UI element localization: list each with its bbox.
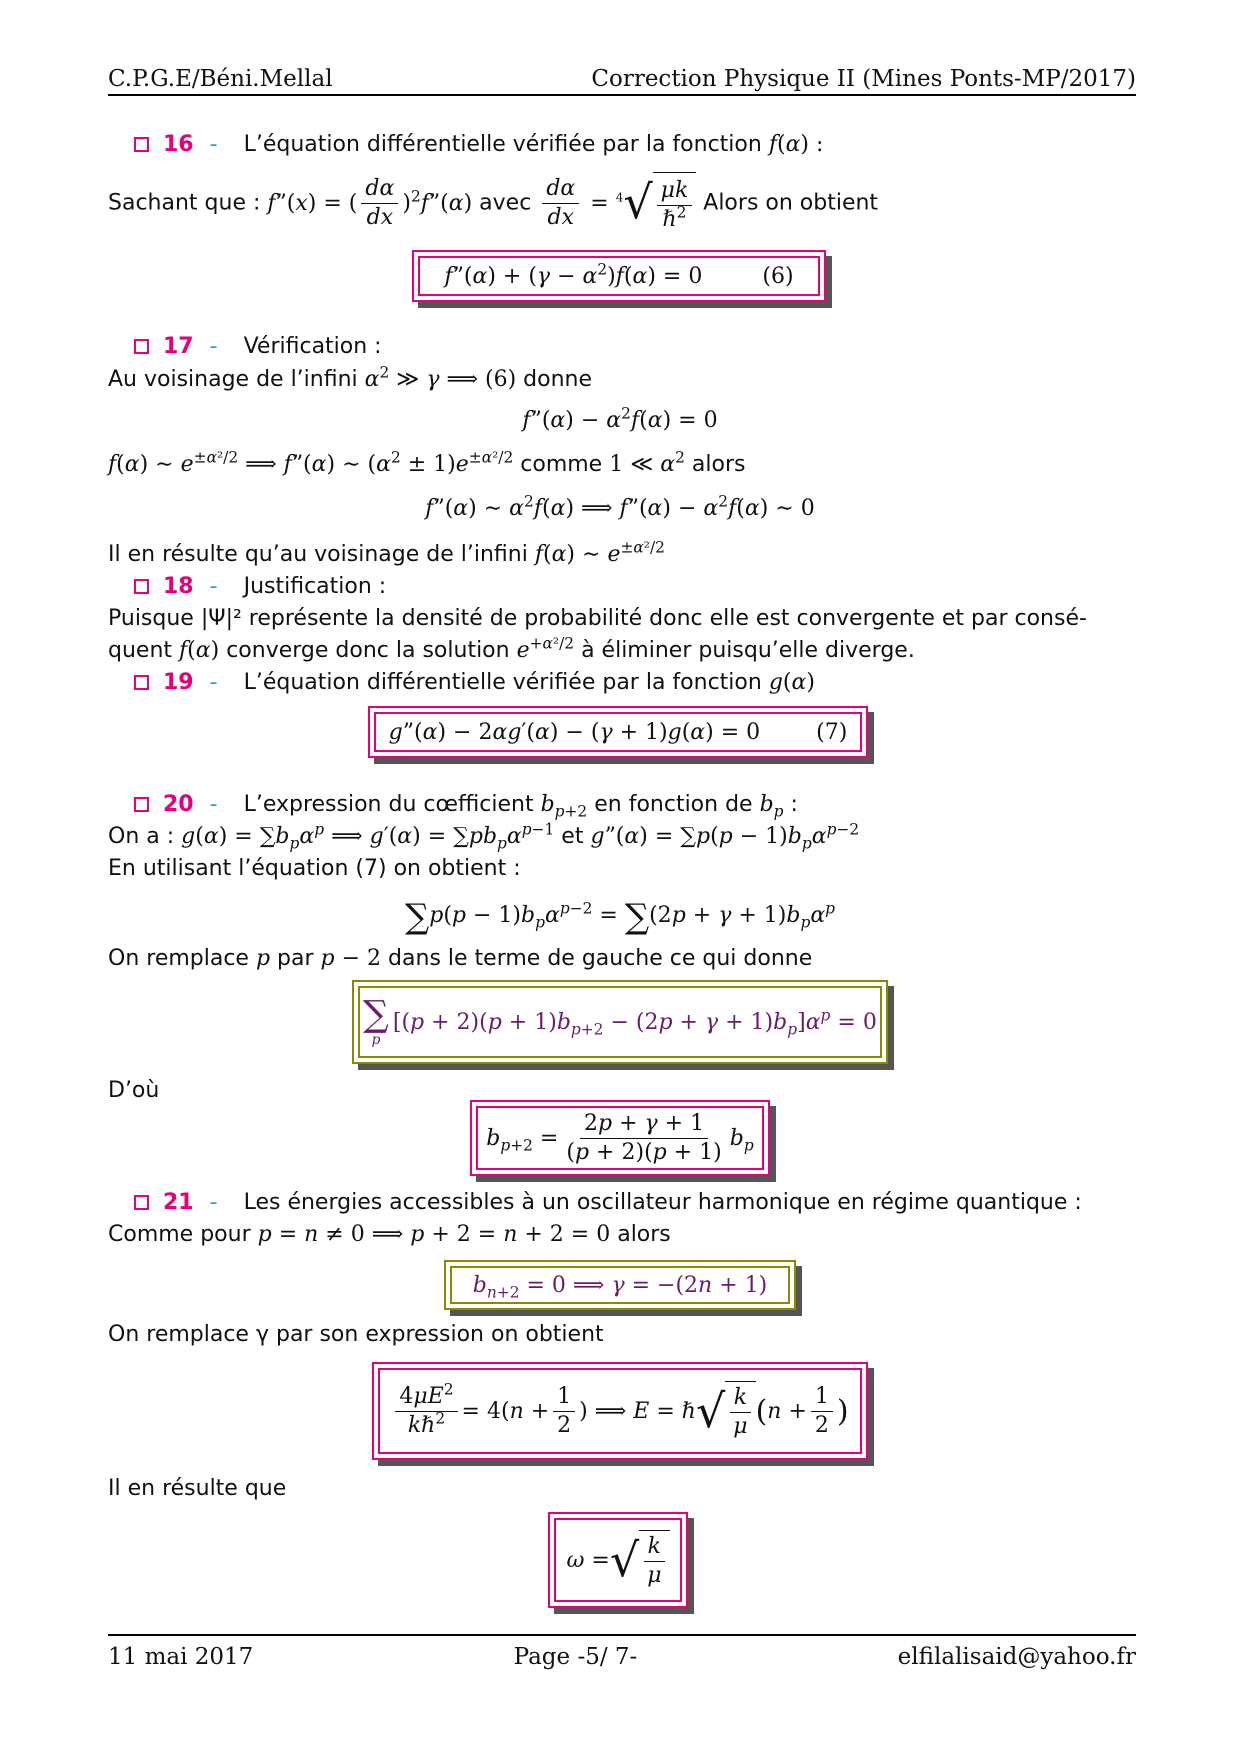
- equation-gamma-box: $b_{n+2} = 0$ ⟹ γ = −(2n + 1): [444, 1260, 796, 1310]
- q18-line2: quent f(α) converge donc la solution $e^{+\alpha^2/2}$ à éliminer puisqu’elle diverge.: [108, 634, 915, 663]
- q17-line3: f(α) ∼ $e^{\pm\alpha^2/2}$ ⟹ f”(α) ∼ $(\alpha^2 \pm 1)e^{\pm\alpha^2/2}$ comme 1 ≪ $\alpha^2$ alors: [108, 448, 746, 477]
- equation-omega-box: ω = √ $\frac{k}{\mu}$: [548, 1512, 688, 1608]
- equation-energy-box: $\frac{4\mu E^2}{k\hbar^2}$ = 4(n + $\frac{1}{2}$ ) ⟹ E = ℏ √ $\frac{k}{\mu}$ ( n + $\frac{1}{2}$ ): [372, 1362, 868, 1460]
- q21-line2: On remplace γ par son expression on obtient: [108, 1322, 604, 1347]
- q17-line5: Il en résulte qu’au voisinage de l’infini f(α) ∼ $e^{\pm\alpha^2/2}$: [108, 538, 665, 567]
- q20-eq-sum: $\sum p(p - 1)b_p\alpha^{p-2} = \sum(2p + \gamma + 1)b_p\alpha^p$: [404, 897, 836, 937]
- q18-line1: Puisque |Ψ|² représente la densité de probabilité donc elle est convergente et par consé-: [108, 606, 1087, 631]
- equation-7-box: g”(α) − 2αg′(α) − (γ + 1)g(α) = 0 (7): [368, 706, 868, 758]
- question-20-heading: 20 - L’expression du cœfficient $b_{p+2}$ en fonction de $b_p$ :: [134, 790, 798, 820]
- footer-page-number: Page -5/ 7-: [513, 1644, 638, 1670]
- question-19-heading: 19 - L’équation différentielle vérifiée par la fonction g(α): [134, 668, 815, 698]
- page-header: [108, 56, 1136, 96]
- checkbox-square-icon: [134, 797, 149, 812]
- question-18-heading: 18 - Justification :: [134, 572, 386, 602]
- q21-line3: Il en résulte que: [108, 1476, 287, 1501]
- q20-line4: On remplace p par p − 2 dans le terme de gauche ce qui donne: [108, 946, 813, 971]
- q16-line: Sachant que : f”(x) = ( $\frac{d\alpha}{dx}$ )$^2$f”(α) avec $\frac{d\alpha}{dx}$ = $^4$ √ $\frac{\mu k}{\hbar^2}$ Alors on obtient: [108, 172, 878, 235]
- q20-line2: En utilisant l’équation (7) on obtient :: [108, 856, 521, 881]
- q20-line1: On a : $g(\alpha) = \sum b_p\alpha^p$ ⟹ $g'(\alpha) = \sum pb_p\alpha^{p-1}$ et g”(α) = $\sum p(p - 1)b_p\alpha^{p-2}$: [108, 820, 860, 853]
- checkbox-square-icon: [134, 137, 149, 152]
- q17-line1: Au voisinage de l’infini $\alpha^2$ ≫ γ ⟹ (6) donne: [108, 363, 593, 392]
- footer-date: 11 mai 2017: [108, 1644, 254, 1670]
- question-17-heading: 17 - Vérification :: [134, 332, 382, 362]
- equation-bp-box: $b_{p+2}$ = $\frac{2p + \gamma + 1}{(p + 2)(p + 1)}$ $b_p$: [470, 1100, 770, 1176]
- page-footer: [108, 1634, 1136, 1684]
- equation-recurrence-sum-box: ∑ p $[(p + 2)(p + 1)b_{p+2} - (2p + \gamma + 1)b_p]\alpha^p = 0$: [352, 980, 888, 1064]
- q17-eq-a: f”(α) − $\alpha^2f(\alpha) = 0$: [522, 404, 718, 433]
- checkbox-square-icon: [134, 675, 149, 690]
- footer-email: elfilalisaid@yahoo.fr: [897, 1644, 1136, 1670]
- equation-6-box: f”(α) + $(\gamma - \alpha^2)f(\alpha) = 0$ (6): [412, 250, 826, 302]
- q20-line5: D’où: [108, 1078, 160, 1103]
- header-right: Correction Physique II (Mines Ponts-MP/2017): [591, 66, 1136, 92]
- checkbox-square-icon: [134, 579, 149, 594]
- question-21-heading: 21 - Les énergies accessibles à un oscillateur harmonique en régime quantique :: [134, 1188, 1082, 1218]
- q21-line1: Comme pour p = n ≠ 0 ⟹ p + 2 = n + 2 = 0 alors: [108, 1222, 671, 1247]
- question-16-heading: 16 - L’équation différentielle vérifiée par la fonction f(α) :: [134, 130, 823, 160]
- header-left: C.P.G.E/Béni.Mellal: [108, 66, 333, 92]
- q17-eq-b: f”(α) ∼ $\alpha^2f(\alpha)$ ⟹ f”(α) − $\alpha^2f(\alpha)$ ∼ 0: [425, 492, 815, 521]
- checkbox-square-icon: [134, 339, 149, 354]
- checkbox-square-icon: [134, 1195, 149, 1210]
